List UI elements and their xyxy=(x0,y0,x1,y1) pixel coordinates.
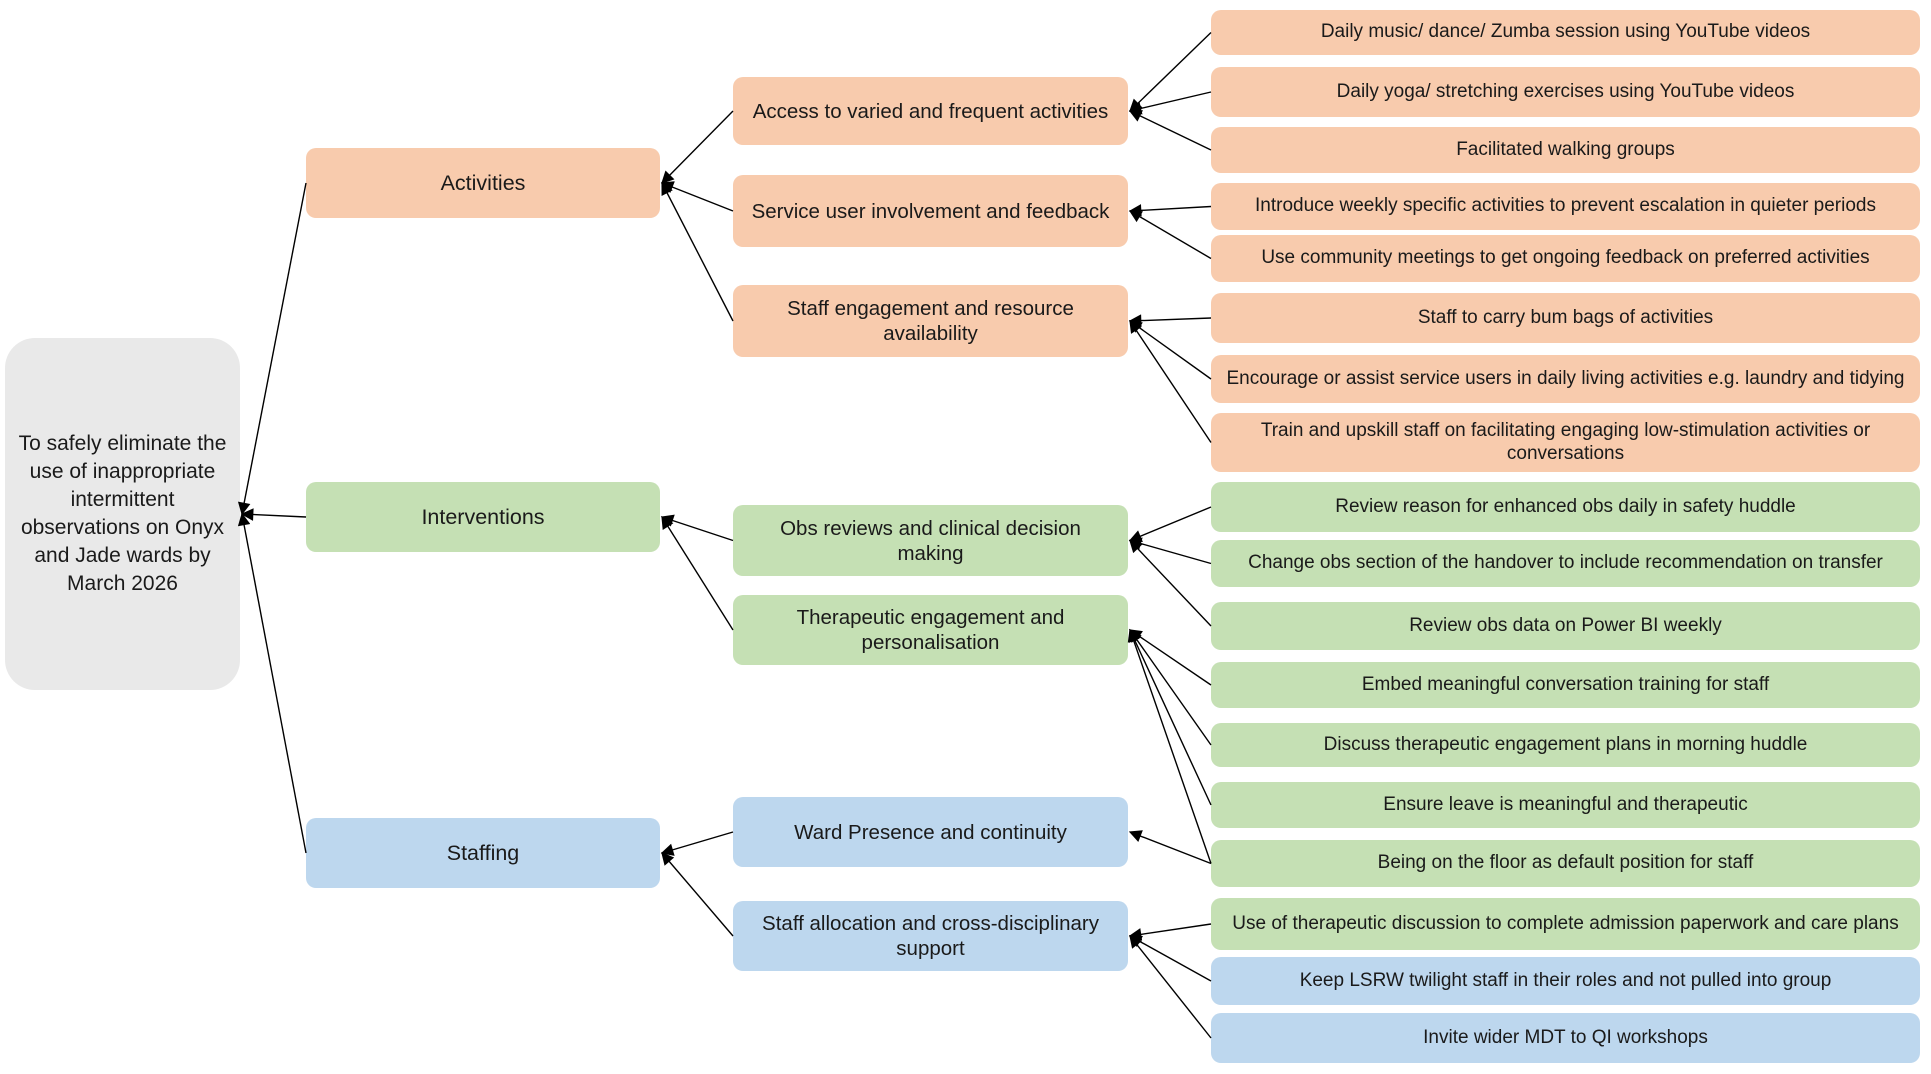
secondary-driver-access: Access to varied and frequent activities xyxy=(733,77,1128,145)
secondary-driver-service: Service user involvement and feedback xyxy=(733,175,1128,247)
secondary-driver-obs: Obs reviews and clinical decision making xyxy=(733,505,1128,576)
change-idea-5: Use community meetings to get ongoing feedback on preferred activities xyxy=(1211,235,1920,282)
change-idea-12: Embed meaningful conversation training for staff xyxy=(1211,662,1920,708)
change-idea-7: Encourage or assist service users in daily living activities e.g. laundry and tidying xyxy=(1211,355,1920,403)
change-idea-8: Train and upskill staff on facilitating engaging low-stimulation activities or conversations xyxy=(1211,413,1920,472)
secondary-driver-therapeutic: Therapeutic engagement and personalisation xyxy=(733,595,1128,665)
change-idea-9: Review reason for enhanced obs daily in safety huddle xyxy=(1211,482,1920,532)
secondary-driver-engagement: Staff engagement and resource availability xyxy=(733,285,1128,357)
secondary-driver-ward: Ward Presence and continuity xyxy=(733,797,1128,867)
change-idea-11: Review obs data on Power BI weekly xyxy=(1211,602,1920,650)
change-idea-16: Use of therapeutic discussion to complete admission paperwork and care plans xyxy=(1211,898,1920,950)
change-idea-10: Change obs section of the handover to include recommendation on transfer xyxy=(1211,540,1920,587)
primary-driver-interventions: Interventions xyxy=(306,482,660,552)
change-idea-14: Ensure leave is meaningful and therapeutic xyxy=(1211,782,1920,828)
change-idea-2: Daily yoga/ stretching exercises using YouTube videos xyxy=(1211,67,1920,117)
change-idea-4: Introduce weekly specific activities to prevent escalation in quieter periods xyxy=(1211,183,1920,230)
change-idea-15: Being on the floor as default position for staff xyxy=(1211,840,1920,887)
change-idea-18: Invite wider MDT to QI workshops xyxy=(1211,1013,1920,1063)
change-idea-6: Staff to carry bum bags of activities xyxy=(1211,293,1920,343)
goal-box: To safely eliminate the use of inappropriate intermittent observations on Onyx and Jade wards by March 2026 xyxy=(5,338,240,690)
primary-driver-staffing: Staffing xyxy=(306,818,660,888)
secondary-driver-allocation: Staff allocation and cross-disciplinary support xyxy=(733,901,1128,971)
change-idea-17: Keep LSRW twilight staff in their roles and not pulled into group xyxy=(1211,957,1920,1005)
change-idea-1: Daily music/ dance/ Zumba session using YouTube videos xyxy=(1211,10,1920,55)
primary-driver-activities: Activities xyxy=(306,148,660,218)
change-idea-13: Discuss therapeutic engagement plans in morning huddle xyxy=(1211,723,1920,767)
change-idea-3: Facilitated walking groups xyxy=(1211,127,1920,173)
